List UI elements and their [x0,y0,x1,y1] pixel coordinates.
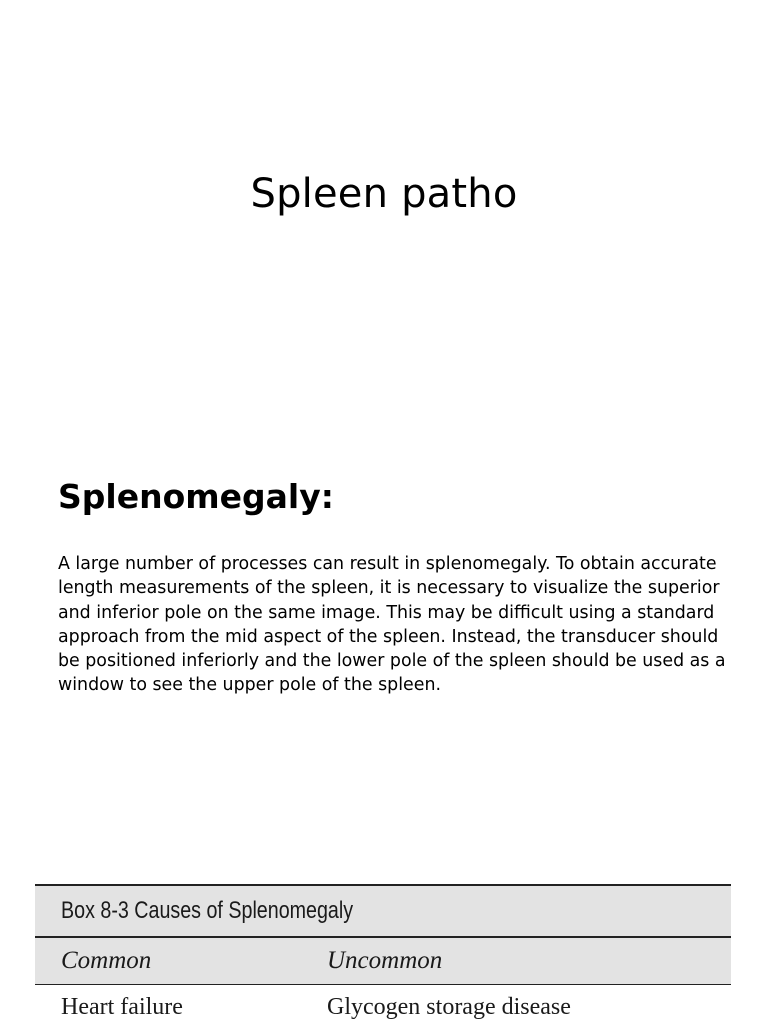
column-header-common: Common [61,947,152,974]
section-paragraph: A large number of processes can result in splenomegaly. To obtain accurate length measurements of the spleen, it is necessary to visualize the superior and inferior pole on the same image. This may be difficult using a standard approach from the mid aspect of the spleen. Instead, the transducer should be positioned inferiorly and the lower pole of the spleen should be used as a window to see the upper pole of the spleen. [58,554,726,696]
box-column-headers [35,938,731,985]
causes-box [35,884,731,1024]
table-cell-common: Heart failure [61,993,183,1020]
table-row [35,985,731,1024]
slide-title: Spleen patho [250,171,518,217]
box-title [35,886,731,938]
table-cell-uncommon: Glycogen storage disease [327,993,571,1020]
section-heading: Splenomegaly: [58,477,334,516]
column-header-uncommon: Uncommon [327,947,443,974]
box-title-text: Box 8-3 Causes of Splenomegaly [61,897,354,924]
